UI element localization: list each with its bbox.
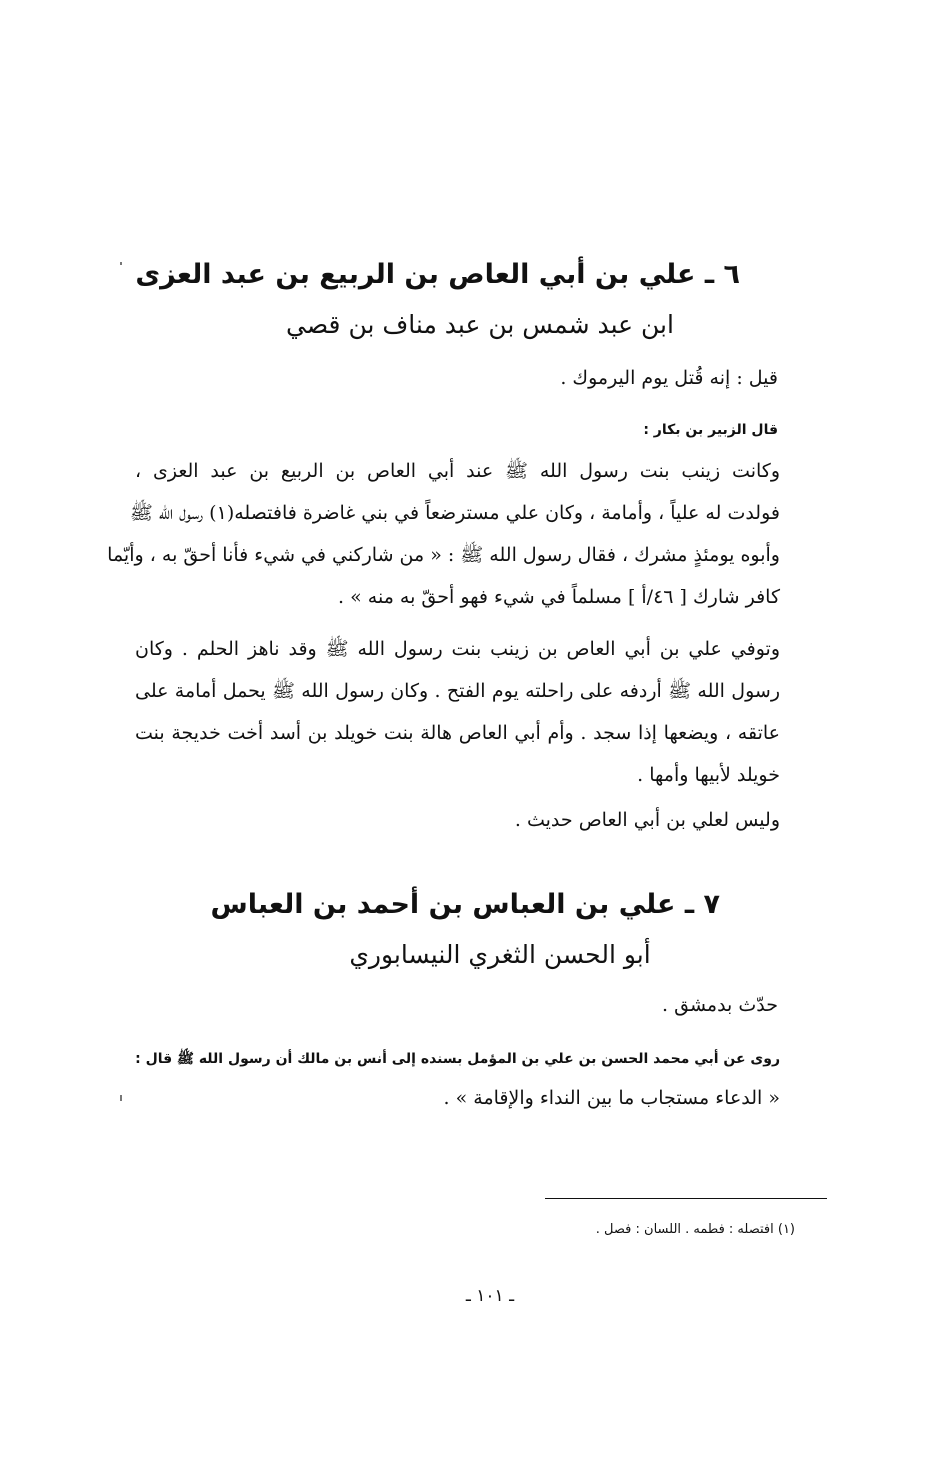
section-7-subtitle: أبو الحسن الثغري النيسابوري [349,940,651,969]
footnote-divider [545,1198,827,1199]
paragraph-line: وأبوه يومئذٍ مشرك ، فقال رسول الله ﷺ : « من شاركني في شيء فأنا أحقّ به ، وأيّما [107,544,780,566]
section-6-title: ٦ ـ علي بن أبي العاص بن الربيع بن عبد العزى [135,259,740,290]
section-6-intro: قيل : إنه قُتل يوم اليرموك . [560,367,778,389]
section-7-intro: حدّث بدمشق . [662,994,778,1016]
scan-speck [120,1095,122,1101]
section-6-closing: وليس لعلي بن أبي العاص حديث . [514,809,780,831]
page-number: ـ ١٠١ ـ [465,1286,515,1306]
hadith-text: « الدعاء مستجاب ما بين النداء والإقامة » . [443,1087,780,1109]
paragraph-line: خويلد لأبيها وأمها . [637,764,780,786]
footnote: (١) افتصله : فطمه . اللسان : فصل . [595,1222,795,1237]
section-6-paragraph-1 [107,450,780,618]
source-label: قال الزبير بن بكار : [643,422,778,438]
paragraph-line: وتوفي علي بن أبي العاص بن زينب بنت رسول الله ﷺ وقد ناهز الحلم . وكان [135,638,780,660]
section-7-title: ٧ ـ علي بن العباس بن أحمد بن العباس [210,889,720,920]
scan-speck [120,262,122,265]
section-6-subtitle: ابن عبد شمس بن عبد مناف بن قصي [286,310,674,339]
paragraph-line: فولدت له علياً ، وأمامة ، وكان علي مسترضعاً في بني غاضرة فافتصله(١) رسول الله ﷺ [129,502,780,524]
paragraph-line: كافر شارك [ ٤٦/أ ] مسلماً في شيء فهو أحقّ به منه » . [338,586,780,608]
paragraph-line: وكانت زينب بنت رسول الله ﷺ عند أبي العاص بن الربيع بن عبد العزى ، [135,460,780,482]
section-6-paragraph-2 [135,628,780,796]
section-7-narration: روى عن أبي محمد الحسن بن علي بن المؤمل بسنده إلى أنس بن مالك أن رسول الله ﷺ قال : [135,1051,780,1067]
paragraph-line: رسول الله ﷺ أردفه على راحلته يوم الفتح . وكان رسول الله ﷺ يحمل أمامة على [135,680,780,702]
paragraph-line: عاتقه ، ويضعها إذا سجد . وأم أبي العاص هالة بنت خويلد بن أسد أخت خديجة بنت [135,722,780,744]
